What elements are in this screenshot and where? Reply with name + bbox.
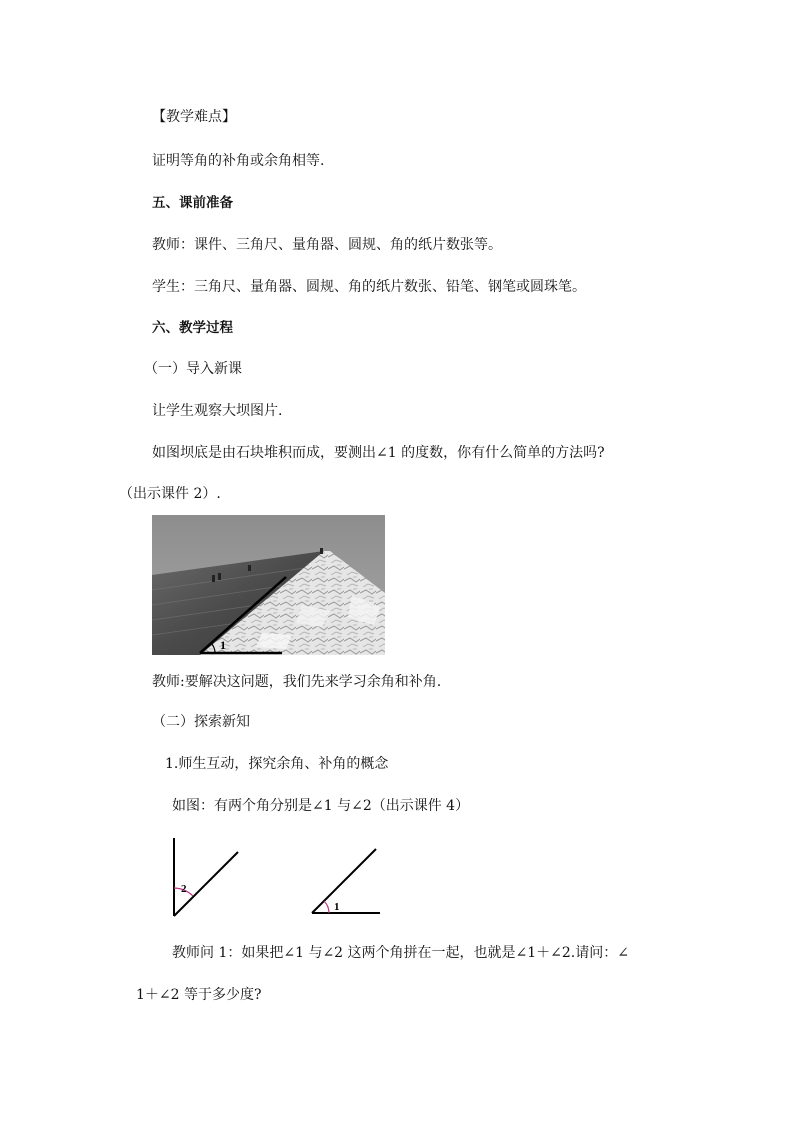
question-line-2: （出示课件 2）. [119,486,221,502]
angle-2-label: 2 [181,883,187,895]
question-line-1: 如图坝底是由石块堆积而成，要测出∠1 的度数，你有什么简单的方法吗? [152,445,605,461]
angle-2-graphic [166,836,246,920]
section5-title: 五、课前准备 [152,195,233,211]
figure-intro: 如图：有两个角分别是∠1 与∠2（出示课件 4） [172,798,470,814]
student-prep: 学生：三角尺、量角器、圆规、角的纸片数张、铅笔、钢笔或圆珠笔。 [152,279,586,295]
ask1-line-2: 1＋∠2 等于多少度? [136,987,262,1003]
angle-1-graphic [306,843,386,919]
angle-1-label: 1 [334,901,340,913]
teacher-intro: 教师:要解决这问题，我们先来学习余角和补角. [152,674,442,690]
section6-title: 六、教学过程 [152,320,233,336]
part2-title: （二）探索新知 [152,714,250,730]
difficulty-text: 证明等角的补角或余角相等. [152,153,325,169]
ask1-line-1: 教师问 1：如果把∠1 与∠2 这两个角拼在一起，也就是∠1＋∠2.请问：∠ [172,945,629,961]
difficulty-heading: 【教学难点】 [152,109,236,125]
photo-angle-label: 1 [220,638,226,652]
angle-2-figure [166,836,246,920]
teacher-prep: 教师：课件、三角尺、量角器、圆规、角的纸片数张等。 [152,237,502,253]
observe-text: 让学生观察大坝图片. [152,403,283,419]
step1-text: 1.师生互动，探究余角、补角的概念 [165,756,389,772]
angle-1-figure [306,843,386,919]
dam-photo [152,515,385,655]
dam-photo-graphic [152,515,385,655]
part1-title: （一）导入新课 [144,361,242,377]
